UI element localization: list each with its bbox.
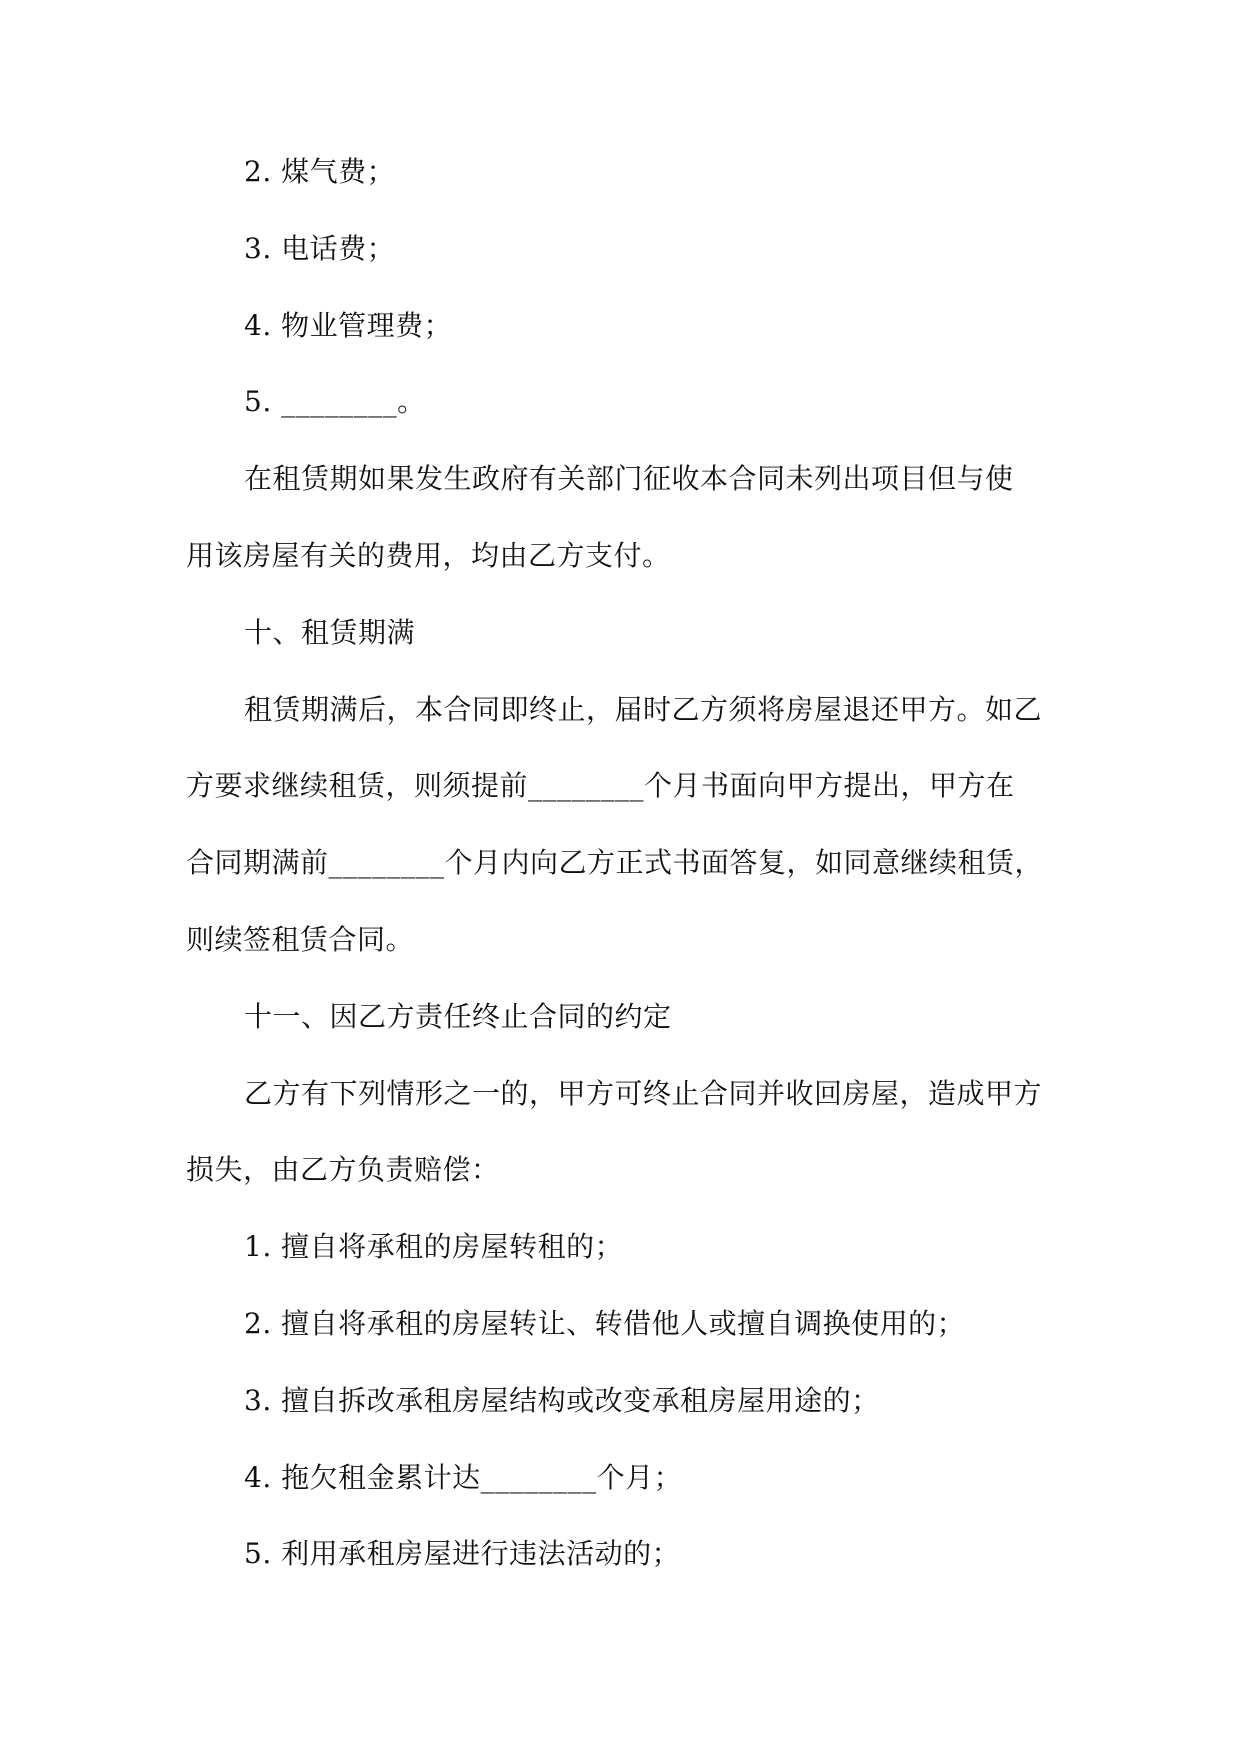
list-item-sublet: 1. 擅自将承租的房屋转租的； — [244, 1230, 624, 1264]
paragraph-lease-expiry-line-2: 方要求继续租赁，则须提前________个月书面向甲方提出，甲方在 — [186, 769, 1015, 803]
list-item-transfer: 2. 擅自将承租的房屋转让、转借他人或擅自调换使用的； — [244, 1306, 966, 1340]
section-heading-10: 十、租赁期满 — [244, 615, 416, 649]
list-item-property-fee: 4. 物业管理费； — [244, 308, 453, 342]
section-heading-11: 十一、因乙方责任终止合同的约定 — [244, 999, 672, 1033]
list-item-blank-fee: 5. ________。 — [244, 385, 426, 419]
paragraph-other-fees-line-1: 在租赁期如果发生政府有关部门征收本合同未列出项目但与使 — [244, 462, 1014, 496]
paragraph-other-fees-line-2: 用该房屋有关的费用，均由乙方支付。 — [186, 538, 671, 572]
list-item-rent-arrears: 4. 拖欠租金累计达________个月； — [244, 1460, 683, 1494]
paragraph-lease-expiry-line-4: 则续签租赁合同。 — [186, 922, 415, 956]
list-item-illegal-use: 5. 利用承租房屋进行违法活动的； — [244, 1537, 681, 1571]
list-item-gas-fee: 2. 煤气费； — [244, 155, 396, 188]
document-body — [186, 150, 1056, 1609]
paragraph-termination-line-2: 损失，由乙方负责赔偿： — [186, 1153, 500, 1187]
list-item-alteration: 3. 擅自拆改承租房屋结构或改变承租房屋用途的； — [244, 1383, 880, 1417]
paragraph-lease-expiry-line-3: 合同期满前________个月内向乙方正式书面答复，如同意继续租赁， — [186, 846, 1044, 880]
paragraph-termination-line-1: 乙方有下列情形之一的，甲方可终止合同并收回房屋，造成甲方 — [244, 1076, 1043, 1110]
paragraph-lease-expiry-line-1: 租赁期满后，本合同即终止，届时乙方须将房屋退还甲方。如乙 — [244, 692, 1043, 726]
list-item-phone-fee: 3. 电话费； — [244, 231, 396, 265]
